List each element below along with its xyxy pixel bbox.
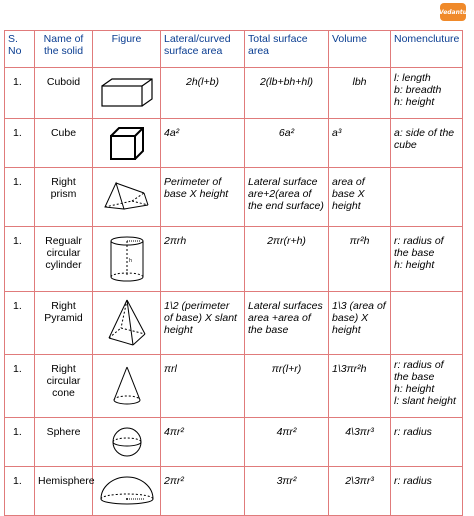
pyramid-figure — [93, 292, 161, 355]
table-row — [5, 292, 463, 355]
svg-text:h: h — [128, 258, 132, 264]
prism-figure — [93, 168, 161, 227]
cuboid-figure — [93, 68, 161, 119]
header-total: Total surface area — [245, 31, 329, 68]
header-name: Name of the solid — [35, 31, 93, 68]
vedantu-logo: Vedantu — [440, 3, 466, 21]
table-row — [5, 355, 463, 418]
cell-lateral: 2πrh — [161, 227, 245, 292]
cell-total: 4πr² — [245, 418, 329, 467]
cell-sno: 1. — [5, 227, 35, 292]
cell-volume: 4\3πr³ — [329, 418, 391, 467]
cell-nomenclature: r: radius — [391, 418, 463, 467]
cell-name: Cuboid — [35, 68, 93, 119]
cell-name: Cube — [35, 119, 93, 168]
cell-name: Sphere — [35, 418, 93, 467]
cell-total: 2πr(r+h) — [245, 227, 329, 292]
surface-area-volume-table — [4, 30, 463, 516]
cube-figure — [93, 119, 161, 168]
cell-sno: 1. — [5, 467, 35, 516]
cell-lateral: 1\2 (perimeter of base) X slant height — [161, 292, 245, 355]
cell-sno: 1. — [5, 292, 35, 355]
cell-volume: 2\3πr³ — [329, 467, 391, 516]
table-row — [5, 418, 463, 467]
cell-total: πr(l+r) — [245, 355, 329, 418]
cone-figure — [93, 355, 161, 418]
cell-lateral: Perimeter of base X height — [161, 168, 245, 227]
cell-lateral: 4πr² — [161, 418, 245, 467]
cell-nomenclature — [391, 168, 463, 227]
header-figure: Figure — [93, 31, 161, 68]
cell-lateral: 2h(l+b) — [161, 68, 245, 119]
header-sno: S. No — [5, 31, 35, 68]
cell-lateral: πrl — [161, 355, 245, 418]
cell-nomenclature: r: radius of the base h: height l: slant height — [391, 355, 463, 418]
cell-volume: area of base X height — [329, 168, 391, 227]
cell-lateral: 2πr² — [161, 467, 245, 516]
cell-sno: 1. — [5, 168, 35, 227]
cylinder-figure — [93, 227, 161, 292]
cell-volume: lbh — [329, 68, 391, 119]
cell-total: Lateral surfaces area +area of the base — [245, 292, 329, 355]
cell-name: Regualr circular cylinder — [35, 227, 93, 292]
cell-name: Right circular cone — [35, 355, 93, 418]
cell-name: Hemisphere — [35, 467, 93, 516]
table-row — [5, 168, 463, 227]
cell-sno: 1. — [5, 119, 35, 168]
table-row — [5, 119, 463, 168]
header-lateral: Lateral/curved surface area — [161, 31, 245, 68]
sphere-figure — [93, 418, 161, 467]
cell-volume: 1\3 (area of base) X height — [329, 292, 391, 355]
cell-lateral: 4a² — [161, 119, 245, 168]
cell-nomenclature: l: length b: breadth h: height — [391, 68, 463, 119]
cell-total: 3πr² — [245, 467, 329, 516]
cell-nomenclature: r: radius of the base h: height — [391, 227, 463, 292]
cell-volume: a³ — [329, 119, 391, 168]
cell-nomenclature: a: side of the cube — [391, 119, 463, 168]
cell-sno: 1. — [5, 418, 35, 467]
cell-nomenclature — [391, 292, 463, 355]
cell-total: 2(lb+bh+hl) — [245, 68, 329, 119]
cell-volume: 1\3πr²h — [329, 355, 391, 418]
cell-name: Right Pyramid — [35, 292, 93, 355]
table-row — [5, 68, 463, 119]
header-nomenclature: Nomencluture — [391, 31, 463, 68]
cell-volume: πr²h — [329, 227, 391, 292]
header-row — [5, 31, 463, 68]
cell-total: Lateral surface are+2(area of the end surface) — [245, 168, 329, 227]
cell-nomenclature: r: radius — [391, 467, 463, 516]
cell-sno: 1. — [5, 68, 35, 119]
table-row — [5, 227, 463, 292]
cell-total: 6a² — [245, 119, 329, 168]
header-volume: Volume — [329, 31, 391, 68]
cell-sno: 1. — [5, 355, 35, 418]
cell-name: Right prism — [35, 168, 93, 227]
